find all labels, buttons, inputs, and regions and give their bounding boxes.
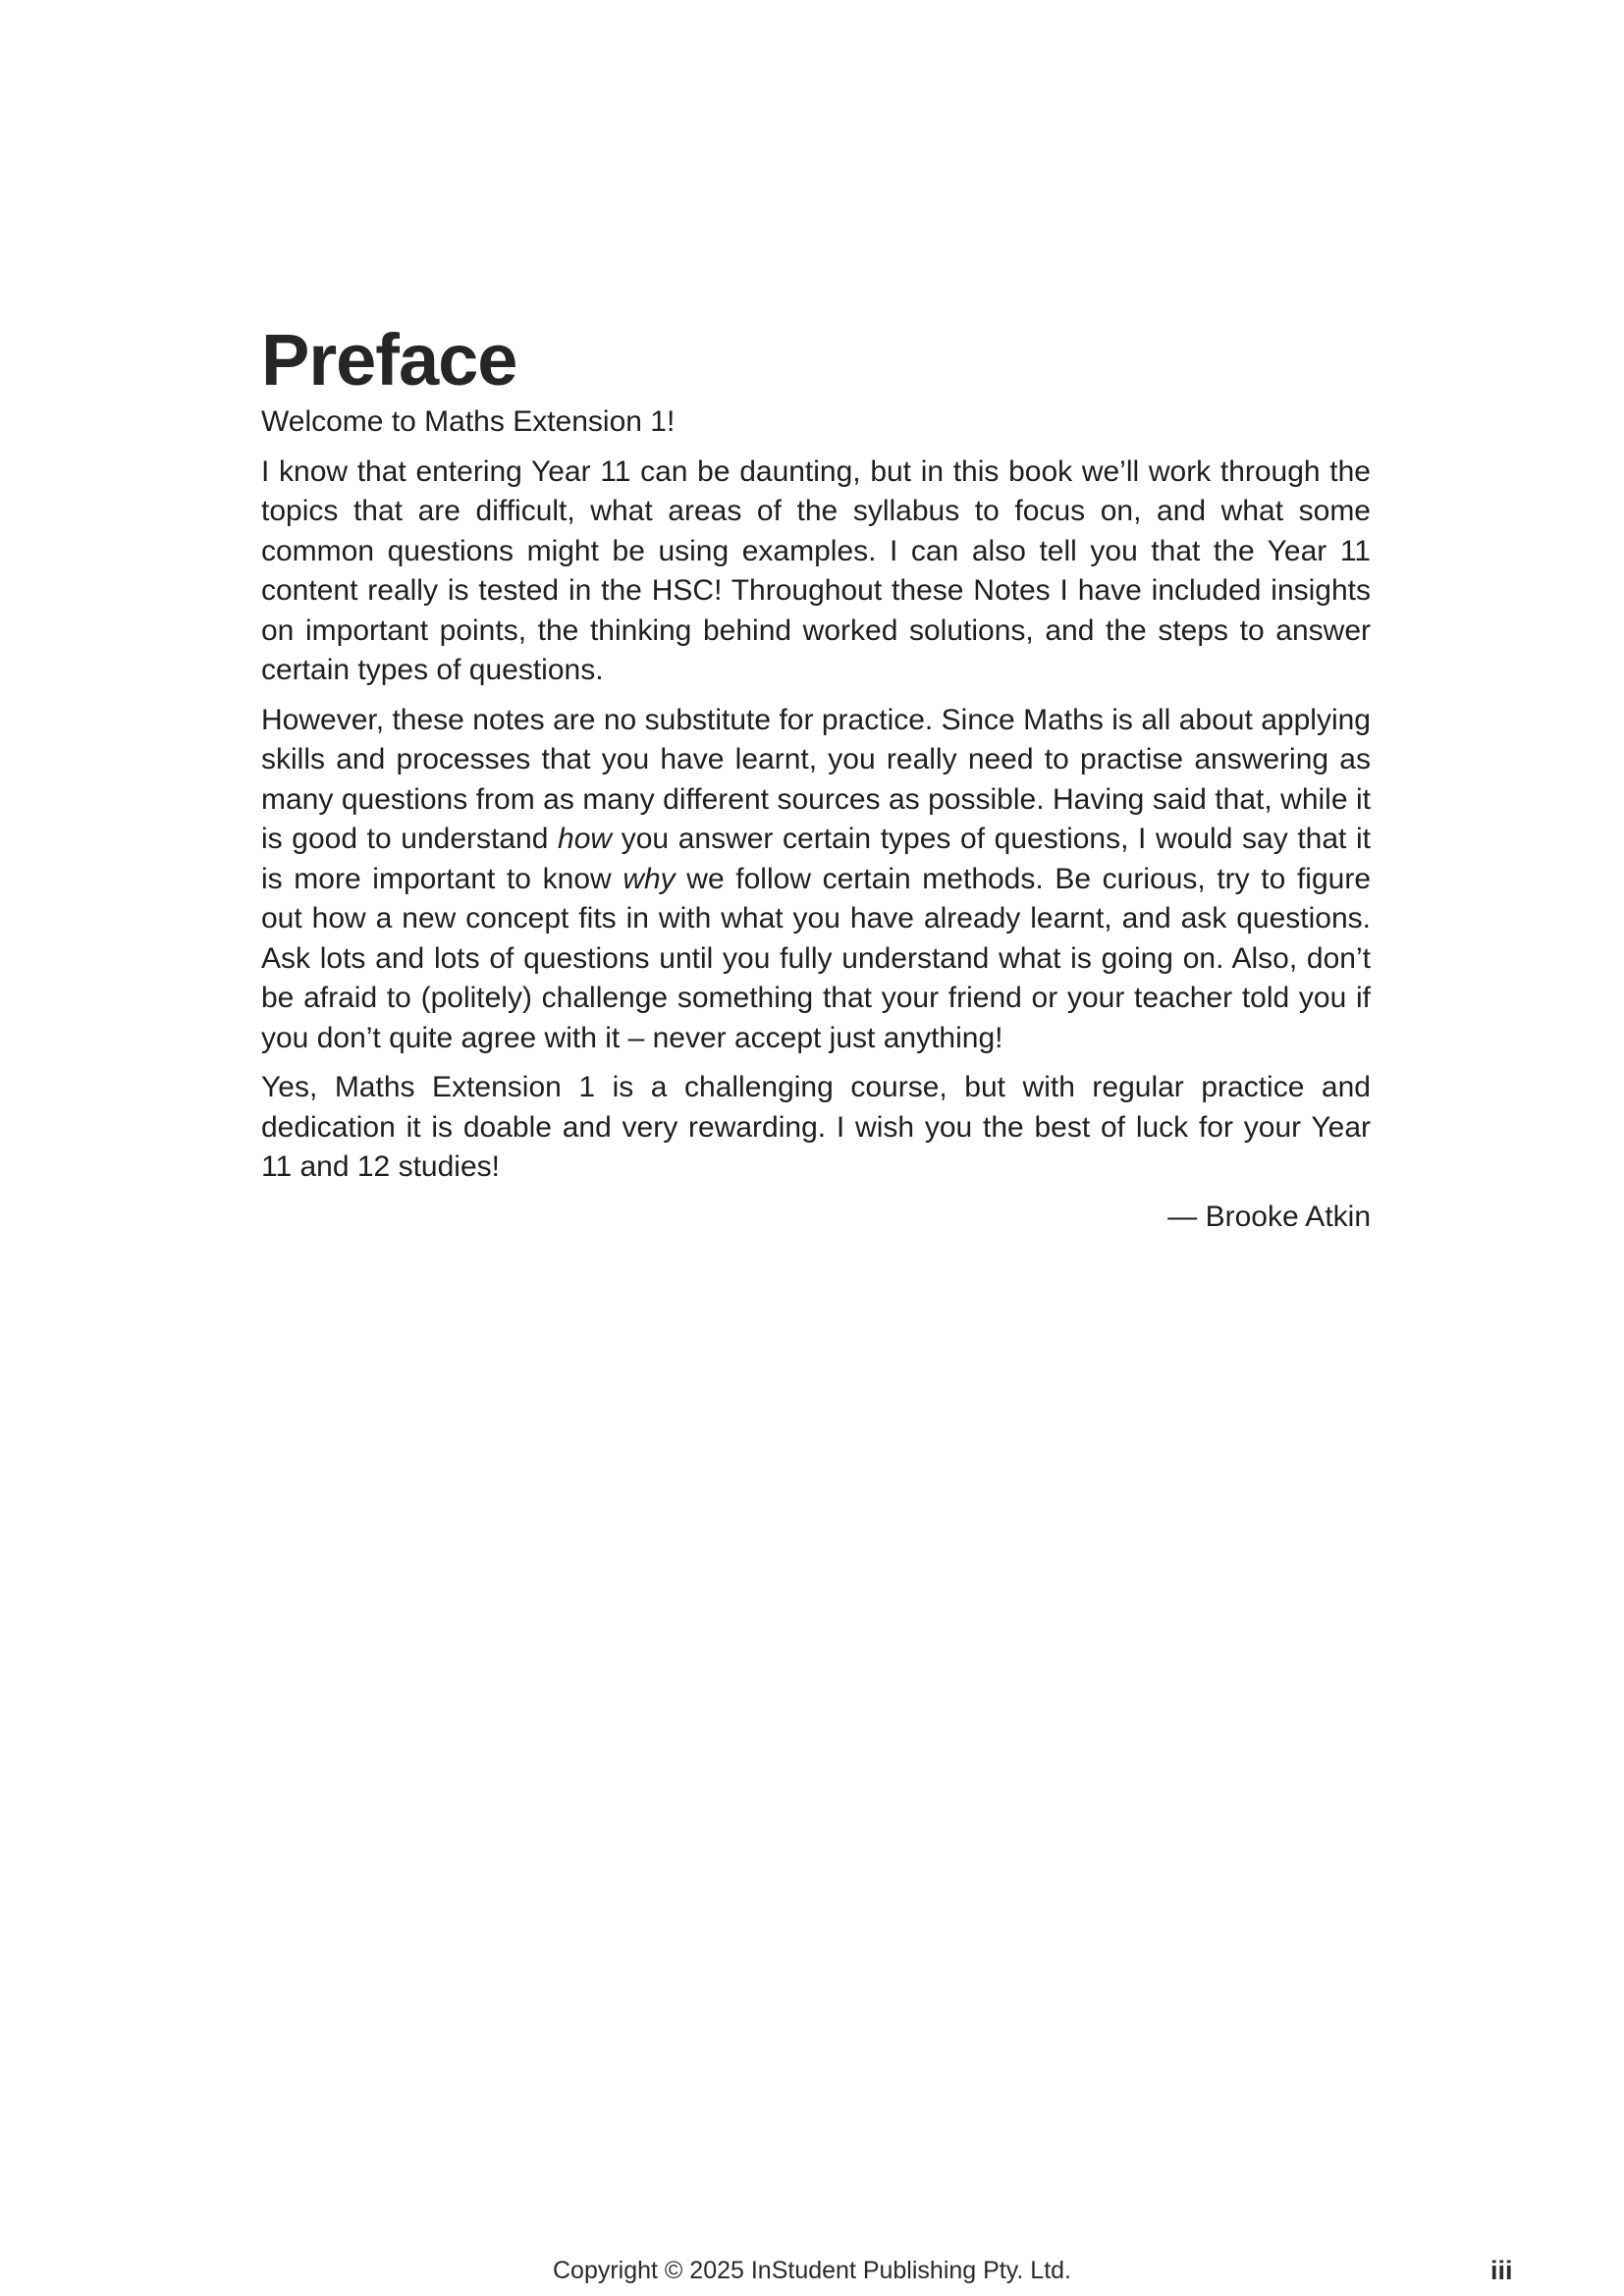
- welcome-paragraph: Welcome to Maths Extension 1!: [261, 405, 676, 438]
- page-number: iii: [1490, 2256, 1513, 2285]
- practice-text-part-3: we follow certain methods. Be curious, try to figure out how a new concept fits in with what you have already learnt, and ask questions. Ask lots and lots of questions until you fully understand what is going on. Also, don’t be afraid to (politely) challenge something that your friend or your teacher told you if you don’t quite agree with it – never accept just anything!: [261, 862, 1372, 1054]
- copyright-notice: Copyright © 2025 InStudent Publishing Pty. Ltd.: [552, 2257, 1071, 2284]
- closing-paragraph: Yes, Maths Extension 1 is a challenging course, but with regular practice and dedication it is doable and very rewarding. I wish you the best of luck for your Year 11 and 12 studies!: [261, 1071, 1371, 1183]
- practice-paragraph: [261, 701, 1371, 1059]
- practice-text-part-1: However, these notes are no substitute for practice. Since Maths is all about applying skills and processes that you have learnt, you really need to practise answering as many questions from as many different sources as possible. Having said that, while it is good to understand: [261, 703, 1371, 855]
- author-signature: — Brooke Atkin: [1167, 1200, 1371, 1233]
- intro-paragraph: I know that entering Year 11 can be daunting, but in this book we’ll work through the topics that are difficult, what areas of the syllabus to focus on, and what some common questions might be using examples. I can also tell you that the Year 11 content really is tested in the HSC! Throughout these Notes I have included insights on important points, the thinking behind worked solutions, and the steps to answer certain types of questions.: [261, 454, 1371, 686]
- page-footer: [0, 2251, 1624, 2290]
- emphasis-how: how: [558, 823, 613, 855]
- emphasis-why: why: [623, 862, 676, 895]
- practice-text-part-2: you answer certain types of questions, I would say that it is more important to know: [261, 823, 1371, 895]
- page-title: Preface: [261, 319, 517, 400]
- preface-section: [261, 319, 1372, 1237]
